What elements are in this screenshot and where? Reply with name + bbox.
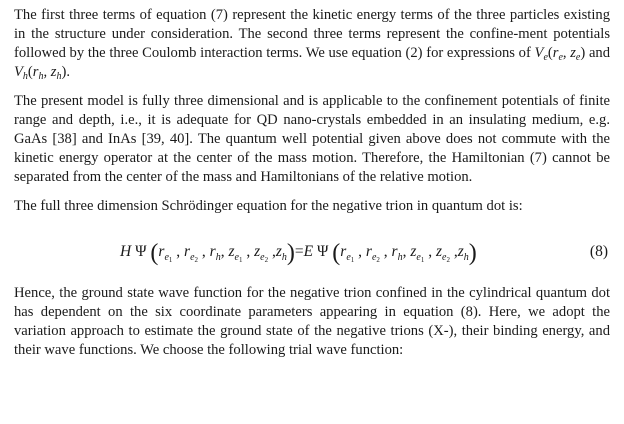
equation-number: (8) [589,243,608,260]
paragraph-variational-approach: Hence, the ground state wave function for the negative trion confined in the cylindrical quantum dot has dependent on the six coordinate parameters appearing in equation (8). Here, we adopt the variation approach to estimate the ground state of the negative trions (X-), their binding energy, and their wave functions. We choose the following trial wave function: [14,285,610,358]
paragraph-kinetic-terms [14,6,610,82]
potential-ve: $V_e(r_e$, $z_e$) [534,45,586,63]
paragraph-schrodinger-intro: The full three dimension Schrödinger equation for the negative trion in quantum dot is: [14,198,523,214]
sentence-end: . [66,64,70,80]
potential-vh: $V_h(r_h$, $z_h$) [14,64,67,82]
equation-body: H Ψ ($r_{e_1}$ , $r_{e_2}$ , $r_h$, $z_{e_1}$ , $z_{e_2}$ $,z_h)=E$ Ψ ($r_{e_1}$ , $r_{e_2}$ , $r_h$, $z_{e_1}$ , $z_{e_2}$ $,z_h$) [120,240,477,266]
paragraph-model-description: The present model is fully three dimensional and is applicable to the confinement potentials of finite range and depth, i.e., it is adequate for QD nano-crystals embedded in an insulating medium, e.g. GaAs [38] and InAs [39, 40]. The quantum well potential given above does not commute with the kinetic energy operator at the center of the mass motion. Therefore, the Hamiltonian (7) cannot be separated from the center of the mass and Hamiltonians of the relative motion. [14,93,610,185]
equation-8 [14,234,610,274]
conjunction: and [588,45,611,61]
paragraph-text: The first three terms of equation (7) represent the kinetic energy terms of the three particles existing in the structure under consideration. The second three terms represent the confine-ment potentials followed by the three Coulomb interaction terms. We use equation (2) for expressions of [14,7,610,61]
